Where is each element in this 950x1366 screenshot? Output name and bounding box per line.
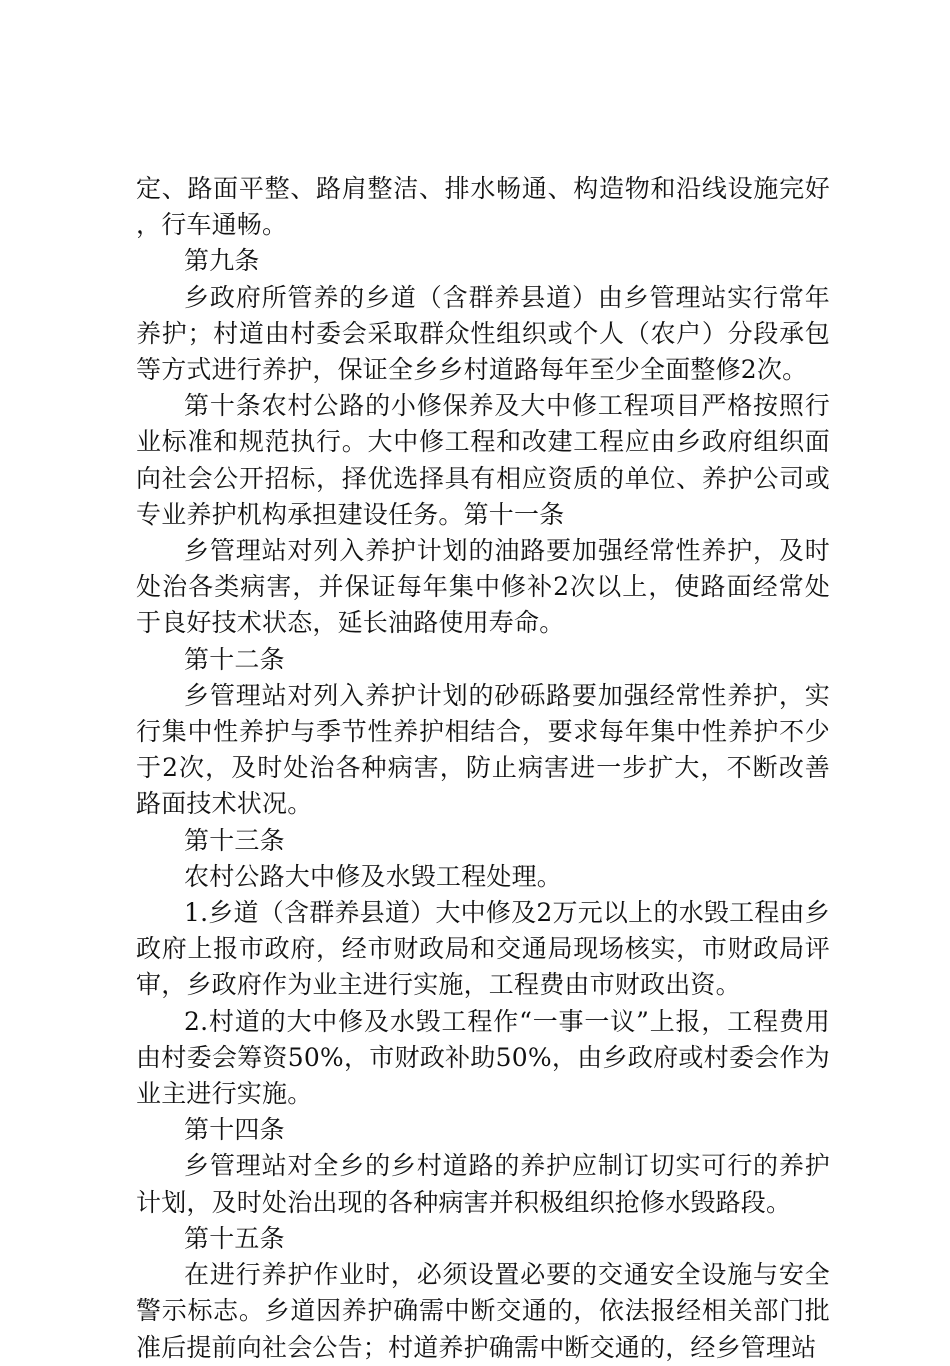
paragraph-article-10: 第十条农村公路的小修保养及大中修工程项目严格按照行业标准和规范执行。大中修工程和改建工程应由乡政府组织面向社会公开招标，择优选择具有相应资质的单位、养护公司或专业养护机构承担建设任务。第十一条 bbox=[136, 391, 830, 529]
document-page bbox=[136, 171, 830, 1366]
paragraph-article-15: 在进行养护作业时，必须设置必要的交通安全设施与安全警示标志。乡道因养护确需中断交通的，依法报经相关部门批准后提前向社会公告；村道养护确需中断交通的，经乡管理站 bbox=[136, 1260, 830, 1362]
paragraph-article-11: 乡管理站对列入养护计划的油路要加强经常性养护，及时处治各类病害，并保证每年集中修补2次以上，使路面经常处于良好技术状态，延长油路使用寿命。 bbox=[136, 536, 830, 638]
paragraph-article-13-intro: 农村公路大中修及水毁工程处理。 bbox=[184, 861, 563, 891]
paragraph-article-13-item-1: 1.乡道（含群养县道）大中修及2万元以上的水毁工程由乡政府上报市政府，经市财政局和交通局现场核实，市财政局评审，乡政府作为业主进行实施，工程费由市财政出资。 bbox=[136, 898, 830, 1000]
article-9-heading: 第九条 bbox=[184, 246, 260, 276]
paragraph-article-12: 乡管理站对列入养护计划的砂砾路要加强经常性养护，实行集中性养护与季节性养护相结合，要求每年集中性养护不少于2次，及时处治各种病害，防止病害进一步扩大，不断改善路面技术状况。 bbox=[136, 680, 830, 819]
paragraph-article-9: 乡政府所管养的乡道（含群养县道）由乡管理站实行常年养护；村道由村委会采取群众性组织或个人（农户）分段承包等方式进行养护，保证全乡乡村道路每年至少全面整修2次。 bbox=[136, 282, 830, 385]
paragraph-road-standard: 定、路面平整、路肩整洁、排水畅通、构造物和沿线设施完好，行车通畅。 bbox=[136, 174, 830, 240]
article-15-heading: 第十五条 bbox=[184, 1223, 285, 1253]
paragraph-article-14: 乡管理站对全乡的乡村道路的养护应制订切实可行的养护计划，及时处治出现的各种病害并积极组织抢修水毁路段。 bbox=[136, 1151, 830, 1217]
paragraph-article-13-item-2: 2.村道的大中修及水毁工程作“一事一议”上报，工程费用由村委会筹资50%，市财政补助50%，由乡政府或村委会作为业主进行实施。 bbox=[136, 1006, 830, 1109]
article-13-heading: 第十三条 bbox=[184, 825, 285, 855]
article-14-heading: 第十四条 bbox=[184, 1115, 285, 1145]
article-12-heading: 第十二条 bbox=[184, 644, 285, 674]
